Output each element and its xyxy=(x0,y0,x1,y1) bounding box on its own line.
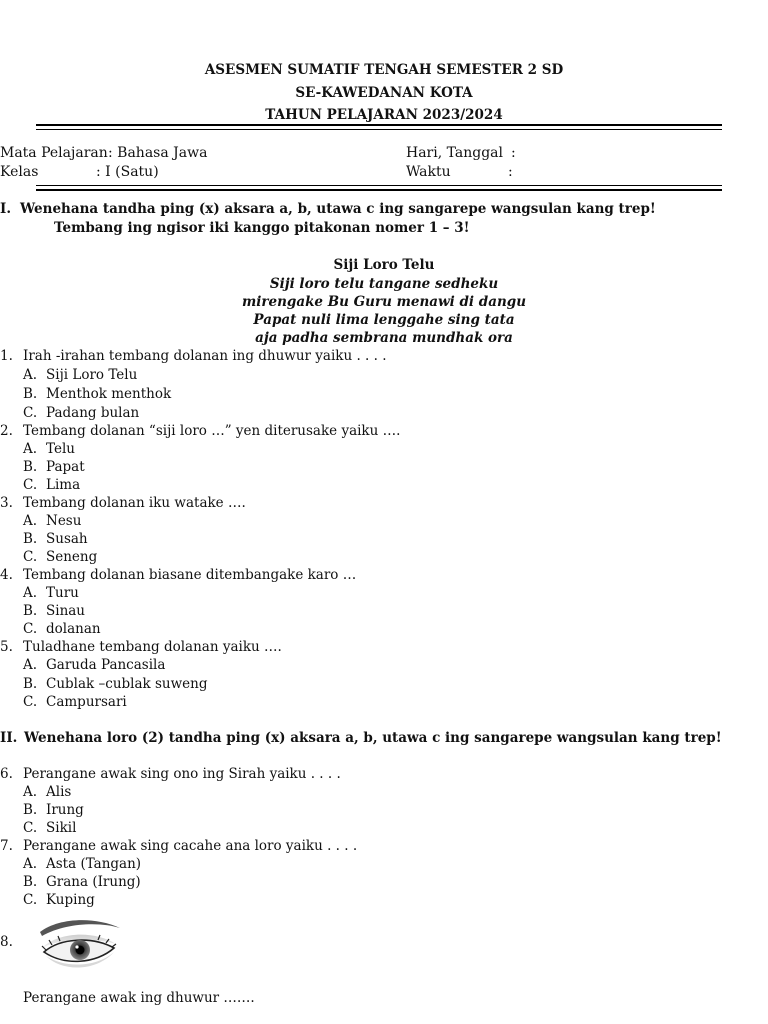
subject-label: Mata Pelajaran xyxy=(0,145,108,161)
class-label: Kelas xyxy=(0,164,39,180)
option-6a[interactable]: A. Alis xyxy=(23,784,72,800)
header-divider-thick xyxy=(36,124,722,126)
option-4b[interactable]: B. Sinau xyxy=(23,603,86,619)
question-8-text: Perangane awak ing dhuwur ……. xyxy=(23,990,255,1006)
option-4c[interactable]: C. dolanan xyxy=(23,621,101,637)
question-8-number: 8. xyxy=(0,934,13,950)
question-7: 7. Perangane awak sing cacahe ana loro yaiku . . . . xyxy=(0,838,358,854)
poem-line: Siji loro telu tangane sedheku xyxy=(269,276,499,292)
option-6c[interactable]: C. Sikil xyxy=(23,820,77,836)
section-1-instruction: Wenehana tandha ping (x) aksara a, b, utawa c ing sangarepe wangsulan kang trep! xyxy=(20,201,656,217)
exam-year: TAHUN PELAJARAN 2023/2024 xyxy=(265,107,503,123)
option-2c[interactable]: C. Lima xyxy=(23,477,81,493)
section-2-number: II. xyxy=(0,730,18,746)
option-7b[interactable]: B. Grana (Irung) xyxy=(23,874,141,890)
option-3a[interactable]: A. Nesu xyxy=(23,513,82,529)
option-3c[interactable]: C. Seneng xyxy=(23,549,98,565)
option-1b[interactable]: B. Menthok menthok xyxy=(23,386,172,402)
time-value: : xyxy=(508,164,513,180)
poem-line: aja padha sembrana mundhak ora xyxy=(255,330,513,346)
eye-icon xyxy=(36,914,122,976)
question-5: 5. Tuladhane tembang dolanan yaiku …. xyxy=(0,639,282,655)
option-3b[interactable]: B. Susah xyxy=(23,531,88,547)
poem-title: Siji Loro Telu xyxy=(333,257,435,273)
question-6: 6. Perangane awak sing ono ing Sirah yaiku . . . . xyxy=(0,766,341,782)
option-5b[interactable]: B. Cublak –cublak suweng xyxy=(23,676,208,692)
exam-region: SE-KAWEDANAN KOTA xyxy=(295,85,473,101)
question-4: 4. Tembang dolanan biasane ditembangake karo … xyxy=(0,567,357,583)
option-1c[interactable]: C. Padang bulan xyxy=(23,405,140,421)
option-2b[interactable]: B. Papat xyxy=(23,459,85,475)
question-2: 2. Tembang dolanan “siji loro …” yen diterusake yaiku …. xyxy=(0,423,401,439)
option-1a[interactable]: A. Siji Loro Telu xyxy=(23,367,138,383)
question-3: 3. Tembang dolanan iku watake …. xyxy=(0,495,246,511)
exam-title: ASESMEN SUMATIF TENGAH SEMESTER 2 SD xyxy=(204,62,564,78)
poem-line: Papat nuli lima lenggahe sing tata xyxy=(253,312,515,328)
info-divider-thick xyxy=(36,189,722,191)
day-date-value: : xyxy=(511,145,516,161)
option-6b[interactable]: B. Irung xyxy=(23,802,84,818)
option-4a[interactable]: A. Turu xyxy=(23,585,79,601)
option-2a[interactable]: A. Telu xyxy=(23,441,75,457)
question-1: 1. Irah -irahan tembang dolanan ing dhuwur yaiku . . . . xyxy=(0,348,387,364)
info-divider-thin xyxy=(36,185,722,186)
option-5a[interactable]: A. Garuda Pancasila xyxy=(23,657,166,673)
header-divider-thin xyxy=(36,129,722,130)
option-5c[interactable]: C. Campursari xyxy=(23,694,127,710)
section-1-subinstruction: Tembang ing ngisor iki kanggo pitakonan nomer 1 – 3! xyxy=(54,220,470,236)
subject-value: : Bahasa Jawa xyxy=(108,145,208,161)
section-2-instruction: Wenehana loro (2) tandha ping (x) aksara a, b, utawa c ing sangarepe wangsulan kang trep! xyxy=(24,730,722,746)
class-value: : I (Satu) xyxy=(96,164,159,180)
time-label: Waktu xyxy=(406,164,451,180)
option-7a[interactable]: A. Asta (Tangan) xyxy=(23,856,142,872)
day-date-label: Hari, Tanggal xyxy=(406,145,503,161)
option-7c[interactable]: C. Kuping xyxy=(23,892,95,908)
poem-line: mirengake Bu Guru menawi di dangu xyxy=(241,294,527,310)
section-1-number: I. xyxy=(0,201,12,217)
